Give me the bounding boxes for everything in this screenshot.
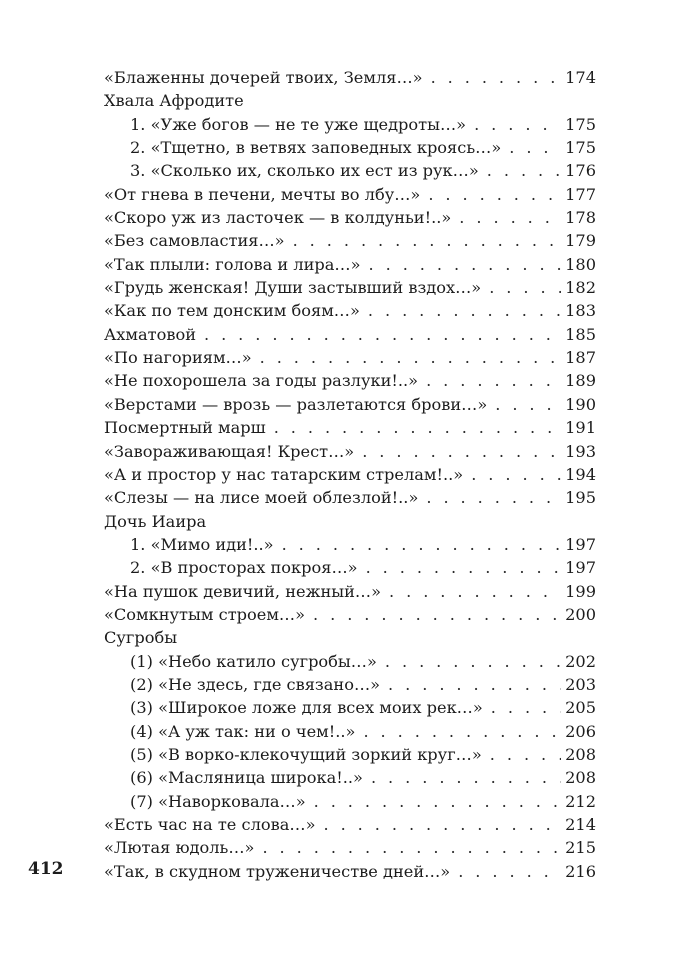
leader-dots <box>431 66 562 89</box>
toc-entry-page: 200 <box>565 604 596 624</box>
toc-entry-title: «Слезы — на лисе моей облезлой!..» <box>104 488 419 508</box>
toc-entry-title: «Так, в скудном труженичестве дней…» <box>104 861 451 881</box>
toc-entry-title: «Без самовластия…» <box>104 231 285 251</box>
toc-entry <box>104 276 596 299</box>
toc-entry-page: 183 <box>565 301 596 321</box>
toc-entry-page: 195 <box>565 488 596 508</box>
toc-entry-title: (2) «Не здесь, где связано…» <box>130 674 381 694</box>
toc-entry-page: 182 <box>565 278 596 298</box>
toc-entry <box>104 813 596 836</box>
leader-dots <box>323 813 561 836</box>
leader-dots <box>369 253 562 276</box>
toc-entry-page: 203 <box>565 674 596 694</box>
toc-entry-title: «Верстами — врозь — разлетаются брови…» <box>104 394 488 414</box>
leader-dots <box>313 603 561 626</box>
toc-entry-page: 191 <box>565 418 596 438</box>
leader-dots <box>491 696 561 719</box>
toc-entry-title: «Так плыли: голова и лира…» <box>104 254 361 274</box>
toc-entry-page: 176 <box>565 161 596 181</box>
toc-entry-title: 2. «Тщетно, в ветвях заповедных кроясь…» <box>130 138 502 158</box>
leader-dots <box>426 369 561 392</box>
leader-dots <box>490 743 561 766</box>
leader-dots <box>260 346 561 369</box>
toc-entry-title: «А и простор у нас татарским стрелам!..» <box>104 464 464 484</box>
toc-entry-title: «Скоро уж из ласточек — в колдуньи!..» <box>104 208 452 228</box>
toc-entry-page: 180 <box>565 254 596 274</box>
toc-entry <box>104 860 596 883</box>
toc-entry-page: 190 <box>565 394 596 414</box>
leader-dots <box>368 299 561 322</box>
toc-entry-title: Ахматовой <box>104 324 196 344</box>
toc-entry <box>104 369 596 392</box>
toc-entry <box>104 206 596 229</box>
toc-entry-page: 174 <box>565 68 596 87</box>
toc-entry-title: 1. «Уже богов — не те уже щедроты…» <box>130 114 467 134</box>
toc-entry-page: 202 <box>565 651 596 671</box>
toc-entry-page: 179 <box>565 231 596 251</box>
toc-entry-title: (1) «Небо катило сугробы…» <box>130 651 377 671</box>
toc-entry-title: (6) «Масляница широка!..» <box>130 768 363 788</box>
toc-entry-title: «Не похорошела за годы разлуки!..» <box>104 371 419 391</box>
toc-entry-title: 1. «Мимо иди!..» <box>130 534 274 554</box>
toc-subentry <box>104 696 596 719</box>
toc-entry <box>104 836 596 859</box>
leader-dots <box>314 790 561 813</box>
toc-entry-page: 193 <box>565 441 596 461</box>
leader-dots <box>426 486 561 509</box>
leader-dots <box>282 533 562 556</box>
toc-section-heading <box>104 626 596 649</box>
leader-dots <box>362 440 561 463</box>
toc-entry-title: (7) «Наворковала…» <box>130 791 306 811</box>
toc-entry-page: 187 <box>565 348 596 368</box>
leader-dots <box>487 159 561 182</box>
toc-entry-title: Хвала Афродите <box>104 91 244 111</box>
toc-section-heading <box>104 89 596 112</box>
toc-entry-page: 208 <box>565 744 596 764</box>
toc-entry <box>104 416 596 439</box>
toc-entry-page: 197 <box>565 558 596 578</box>
toc-entry-title: «На пушок девичий, нежный…» <box>104 581 382 601</box>
toc-entry <box>104 346 596 369</box>
toc-entry <box>104 393 596 416</box>
toc-subentry <box>104 533 596 556</box>
toc-entry-page: 197 <box>565 534 596 554</box>
toc-subentry <box>104 766 596 789</box>
toc-entry-title: 2. «В просторах покроя…» <box>130 558 358 578</box>
toc-entry-title: (3) «Широкое ложе для всех моих рек…» <box>130 698 483 718</box>
toc-entry-title: «Как по тем донским боям…» <box>104 301 360 321</box>
toc-entry-title: «Есть час на те слова…» <box>104 815 316 834</box>
toc-entry <box>104 603 596 626</box>
toc-subentry <box>104 790 596 813</box>
leader-dots <box>363 720 561 743</box>
toc-entry <box>104 253 596 276</box>
toc-entry-page: 194 <box>565 464 596 484</box>
toc-entry <box>104 299 596 322</box>
toc-entry <box>104 323 596 346</box>
toc-entry-page: 206 <box>565 721 596 741</box>
toc-subentry <box>104 720 596 743</box>
toc-entry-title: «По нагориям…» <box>104 348 252 368</box>
toc-subentry <box>104 113 596 136</box>
toc-entry-title: «От гнева в печени, мечты во лбу…» <box>104 184 421 204</box>
toc-entry-page: 175 <box>565 138 596 158</box>
toc-entry-page: 177 <box>565 184 596 204</box>
leader-dots <box>458 860 561 883</box>
toc-entry-page: 185 <box>565 324 596 344</box>
toc-entry-title: Сугробы <box>104 628 178 648</box>
leader-dots <box>509 136 561 159</box>
leader-dots <box>262 836 561 859</box>
leader-dots <box>385 650 561 673</box>
toc-entry-title: «Лютая юдоль…» <box>104 838 255 858</box>
table-of-contents <box>104 66 596 883</box>
leader-dots <box>366 556 562 579</box>
toc-entry <box>104 229 596 252</box>
leader-dots <box>495 393 561 416</box>
toc-entry-title: Дочь Иаира <box>104 511 207 531</box>
toc-subentry <box>104 556 596 579</box>
toc-entry <box>104 486 596 509</box>
toc-entry-title: «Блаженны дочерей твоих, Земля…» <box>104 68 423 87</box>
leader-dots <box>474 113 561 136</box>
toc-subentry <box>104 673 596 696</box>
leader-dots <box>459 206 561 229</box>
toc-entry-page: 216 <box>565 861 596 881</box>
toc-entry <box>104 440 596 463</box>
toc-entry <box>104 580 596 603</box>
toc-entry-title: «Сомкнутым строем…» <box>104 604 306 624</box>
toc-entry-page: 212 <box>565 791 596 811</box>
toc-entry-page: 175 <box>565 114 596 134</box>
toc-entry-page: 189 <box>565 371 596 391</box>
toc-section-heading <box>104 510 596 533</box>
toc-subentry <box>104 743 596 766</box>
leader-dots <box>471 463 561 486</box>
toc-entry-title: Посмертный марш <box>104 418 266 438</box>
leader-dots <box>293 229 562 252</box>
toc-entry <box>104 66 596 89</box>
toc-entry-page: 205 <box>565 698 596 718</box>
leader-dots <box>274 416 561 439</box>
toc-entry-title: (5) «В ворко-клекочущий зоркий круг…» <box>130 744 482 764</box>
toc-subentry <box>104 136 596 159</box>
toc-entry <box>104 463 596 486</box>
toc-entry-page: 178 <box>565 208 596 228</box>
toc-entry-page: 199 <box>565 581 596 601</box>
leader-dots <box>204 323 561 346</box>
toc-entry-title: 3. «Сколько их, сколько их ест из рук…» <box>130 161 479 181</box>
page-number: 412 <box>28 859 64 879</box>
toc-entry-title: «Завораживающая! Крест…» <box>104 441 355 461</box>
toc-entry-page: 208 <box>565 768 596 788</box>
toc-entry-title: «Грудь женская! Души застывший вздох…» <box>104 278 482 298</box>
toc-entry-title: (4) «А уж так: ни о чем!..» <box>130 721 356 741</box>
leader-dots <box>489 276 561 299</box>
toc-entry-page: 214 <box>565 815 596 834</box>
leader-dots <box>371 766 561 789</box>
toc-subentry <box>104 650 596 673</box>
toc-subentry <box>104 159 596 182</box>
toc-entry-page: 215 <box>565 838 596 858</box>
leader-dots <box>389 580 561 603</box>
toc-entry <box>104 183 596 206</box>
leader-dots <box>428 183 561 206</box>
leader-dots <box>388 673 561 696</box>
